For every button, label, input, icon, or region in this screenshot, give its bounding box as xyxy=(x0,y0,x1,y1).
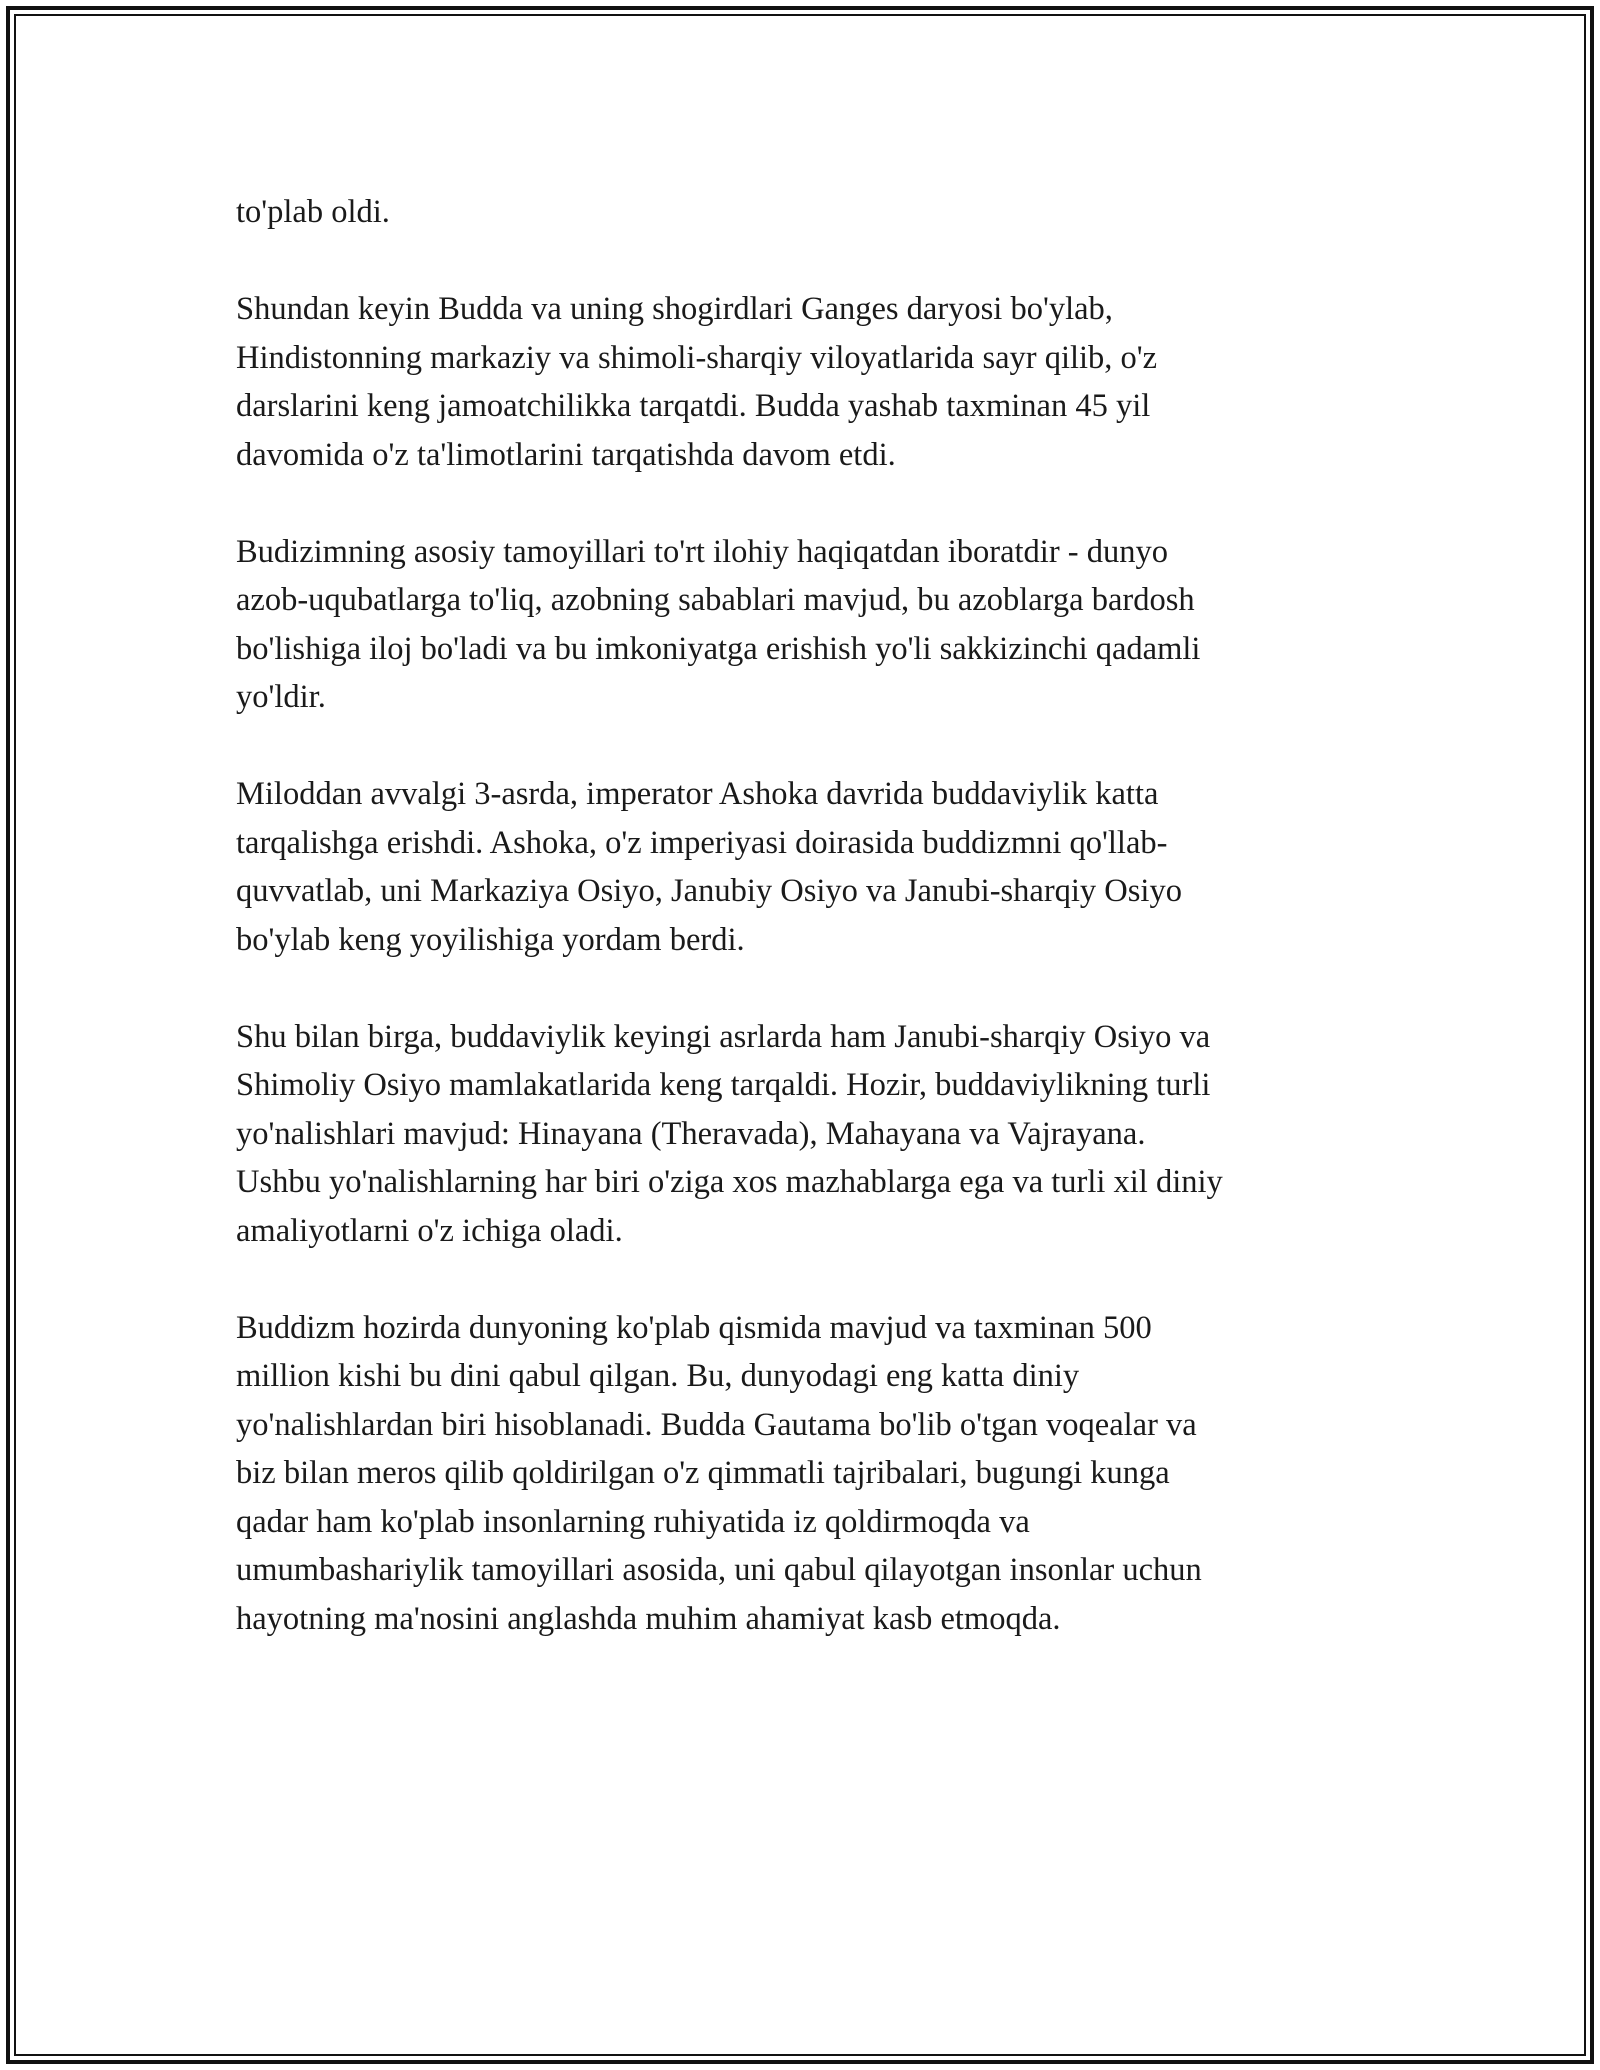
paragraph-travels: Shundan keyin Budda va uning shogirdlari Ganges daryosi bo'ylab, Hindistonning markaziy va shimoli-sharqiy viloyatlarida sayr qilib, o'z darslarini keng jamoatchilikka tarqatdi. Budda yashab taxminan 45 yil davomida o'z ta'limotlarini tarqatishda davom etdi. xyxy=(236,291,1158,473)
paragraph-today: Buddizm hozirda dunyoning ko'plab qismida mavjud va taxminan 500 million kishi bu dini qabul qilgan. Bu, dunyodagi eng katta diniy yo'nalishlardan biri hisoblanadi. Budda Gautama bo'lib o'tgan voqealar va biz bilan meros qilib qoldirilgan o'z qimmatli tajribalari, bugungi kunga qadar ham ko'plab insonlarning ruhiyatida iz qoldirmoqda va umumbashariylik tamoyillari asosida, uni qabul qilayotgan insonlar uchun hayotning ma'nosini anglashda muhim ahamiyat kasb etmoqda. xyxy=(236,1309,1202,1637)
paragraph-noble-truths: Budizimning asosiy tamoyillari to'rt ilohiy haqiqatdan iboratdir - dunyo azob-uqubatlarga to'liq, azobning sabablari mavjud, bu azoblarga bardosh bo'lishiga iloj bo'ladi va bu imkoniyatga erishish yo'li sakkizinchi qadamli yo'ldir. xyxy=(236,533,1201,715)
paragraph-schools: Shu bilan birga, buddaviylik keyingi asrlarda ham Janubi-sharqiy Osiyo va Shimoliy Osiyo mamlakatlarida keng tarqaldi. Hozir, buddaviylikning turli yo'nalishlari mavjud: Hinayana (Theravada), Mahayana va Vajrayana. Ushbu yo'nalishlarning har biri o'ziga xos mazhablarga ega va turli xil diniy amaliyotlarni o'z ichiga oladi. xyxy=(236,1018,1223,1249)
paragraph-ashoka: Miloddan avvalgi 3-asrda, imperator Ashoka davrida buddaviylik katta tarqalishga erishdi. Ashoka, o'z imperiyasi doirasida buddizmni qo'llab- quvvatlab, uni Markaziya Osiyo, Janubiy Osiyo va Janubi-sharqiy Osiyo bo'ylab keng yoyilishiga yordam berdi. xyxy=(236,776,1182,958)
paragraph-continuation: to'plab oldi. xyxy=(236,194,390,230)
document-body xyxy=(236,188,1366,1692)
